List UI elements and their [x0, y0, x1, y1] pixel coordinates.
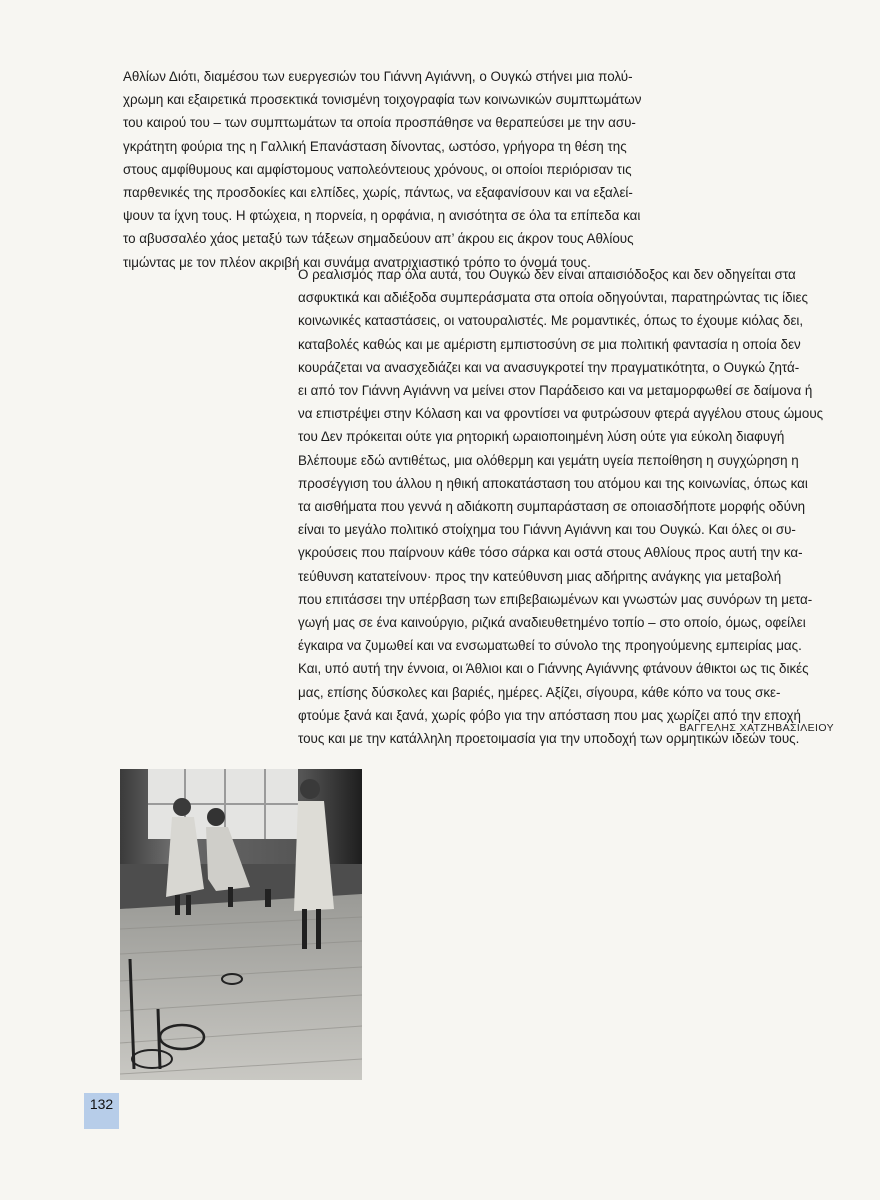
author-signature: ΒΑΓΓΕΛΗΣ ΧΑΤΖΗΒΑΣΙΛΕΙΟΥ [679, 722, 834, 734]
text-line: που επιτάσσει την υπέρβαση των επιβεβαιωμένων και γνωστών μας συνόρων τη μετα- [298, 591, 813, 607]
text-line: ασφυκτικά και αδιέξοδα συμπεράσματα στα οποία οδηγούνται, παρατηρώντας τις ίδιες [298, 290, 808, 306]
text-line: γωγή μας σε ένα καινούργιο, ριζικά αναδιευθετημένο τοπίο – στο οποίο, όμως, οφείλει [298, 615, 806, 631]
text-line: μας, επίσης δύσκολες και βαριές, ημέρες. Αξίζει, σίγουρα, κάθε κόπο να τους σκε- [298, 684, 781, 700]
text-line: γκράτητη φούρια της η Γαλλική Επανάσταση δίνοντας, ωστόσο, γρήγορα τη θέση της [123, 138, 627, 154]
text-line: τους και με την κατάλληλη προετοιμασία για την υποδοχή των ορμητικών ιδεών τους. [298, 731, 800, 747]
text-line: προσέγγιση του άλλου η ηθική αποκατάσταση του ατόμου και της κοινωνίας, όπως και [298, 475, 808, 491]
text-line: παρθενικές της προσδοκίες και ελπίδες, χωρίς, πάντως, να εξαφανίσουν και να εξαλεί- [123, 185, 633, 201]
wooden-floor [120, 894, 362, 1080]
text-line: του καιρού του – των συμπτωμάτων τα οποία προσπάθησε να θεραπεύσει με την ασυ- [123, 115, 636, 131]
text-line: Και, υπό αυτή την έννοια, οι Άθλιοι και ο Γιάννης Αγιάννης φτάνουν άθικτοι ως τις δικές [298, 661, 809, 677]
text-line: χρωμη και εξαιρετικά προσεκτικά τονισμένη τοιχογραφία των κοινωνικών συμπτωμάτων [123, 92, 642, 108]
text-line: στους αμφίθυμους και αμφίστομους ναπολεόντειους χρόνους, οι οποίοι περιόρισαν τις [123, 161, 632, 177]
text-line: τεύθυνση κατατείνουν· προς την κατεύθυνση μιας αδήριτης ανάγκης για μεταβολή [298, 568, 782, 584]
text-line: του Δεν πρόκειται ούτε για ρητορική ωραιοποιημένη λύση ούτε για εύκολη διαφυγή [298, 429, 785, 445]
page-number: 132 [84, 1093, 119, 1129]
text-line: φτούμε ξανά και ξανά, χωρίς φόβο για την απόσταση που μας χωρίζει από την εποχή [298, 707, 802, 723]
text-line: καταβολές καθώς και με αμέριστη εμπιστοσύνη σε μια πολιτική φαντασία η οποία δεν [298, 336, 801, 352]
text-line: Αθλίων Διότι, διαμέσου των ευεργεσιών του Γιάννη Αγιάννη, ο Ουγκώ στήνει μια πολύ- [123, 69, 633, 84]
text-line: Ο ρεαλισμός παρ όλα αυτά, του Ουγκώ δεν είναι απαισιόδοξος και δεν οδηγείται στα [298, 267, 796, 282]
text-line: να επιστρέψει στην Κόλαση και να φροντίσει να φυτρώσουν φτερά αγγέλου στους ώμους [298, 406, 824, 422]
text-line: κουράζεται να ανασχεδιάζει και να ανασυγκροτεί την πραγματικότητα, ο Ουγκώ ζητά- [298, 359, 800, 375]
text-line: τιμώντας με τον πλέον ακριβή και συνάμα ανατριχιαστικό τρόπο το όνομά τους. [123, 254, 591, 270]
text-line: Βλέπουμε εδώ αντιθέτως, μια ολόθερμη και γεμάτη υγεία πεποίθηση η συγχώρηση η [298, 452, 799, 468]
text-line: γκρούσεις που παίρνουν κάθε τόσο σάρκα και οστά στους Αθλίους προς αυτή την κα- [298, 545, 803, 561]
text-line: ψουν τα ίχνη τους. Η φτώχεια, η πορνεία, η ορφάνια, η ανισότητα σε όλα τα επίπεδα και [123, 208, 641, 224]
text-line: ει από τον Γιάννη Αγιάννη να μείνει στον Παράδεισο και να μεταμορφωθεί σε δαίμονα ή [298, 383, 813, 399]
text-line: κοινωνικές καταστάσεις, οι νατουραλιστές. Με ρομαντικές, όπως το έχουμε κιόλας δει, [298, 313, 804, 329]
text-line: τα αισθήματα που γεννά η αδιάκοπη συμπαράσταση σε οποιασδήποτε μορφής οδύνη [298, 499, 806, 515]
article-text-block-1 [123, 65, 659, 274]
archival-photograph [120, 769, 362, 1080]
text-line: είναι το μεγάλο πολιτικό στοίχημα του Γιάννη Αγιάννη και του Ουγκώ. Και όλες οι συ- [298, 522, 796, 538]
article-text-block-2 [298, 263, 834, 750]
text-line: έγκαιρα να ζυμωθεί και να ενσωματωθεί το σύνολο της προηγούμενης εμπειρίας μας. [298, 638, 802, 654]
text-line: το αβυσσαλέο χάος μεταξύ των τάξεων σημαδεύουν απ’ άκρου εις άκρον τους Αθλίους [123, 231, 634, 247]
